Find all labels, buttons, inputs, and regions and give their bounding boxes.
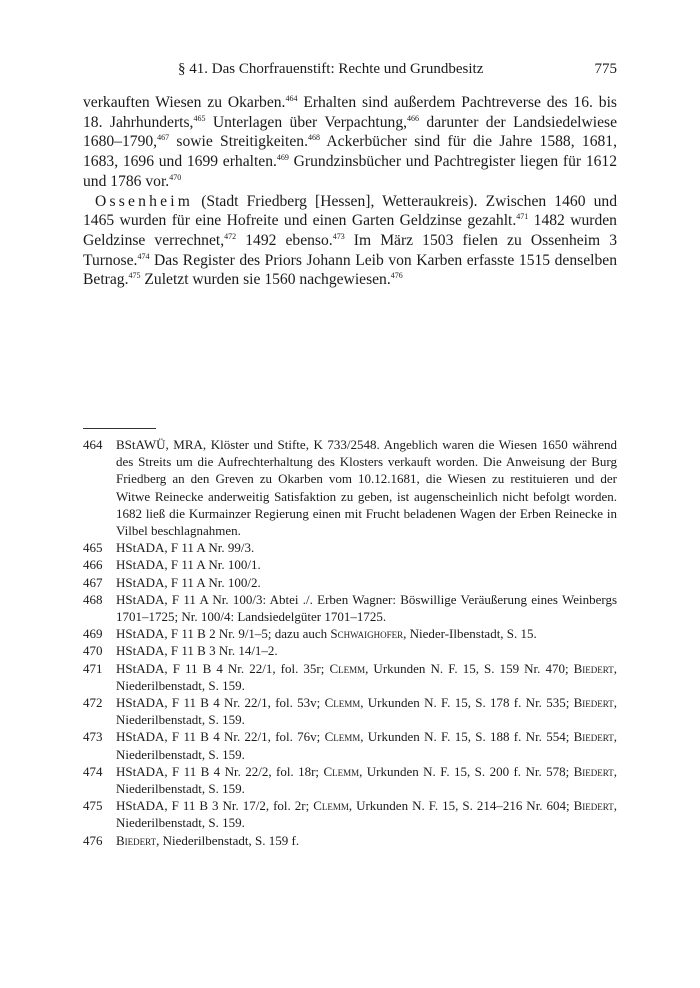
footnote-text: , Niederilbenstadt, S. 159. <box>116 695 617 728</box>
author-name: Biedert <box>573 695 614 711</box>
text-segment: Zuletzt wurden sie 1560 nachgewiesen. <box>140 271 391 289</box>
footnote-ref: 475 <box>128 271 141 281</box>
footnote-text: HStADA, F 11 B 3 Nr. 17/2, fol. 2r; <box>116 798 314 814</box>
author-name: Schwaighofer <box>330 626 404 642</box>
author-name: Clemm <box>323 763 360 779</box>
footnote-ref: 468 <box>307 133 320 143</box>
footnote-number: 467 <box>83 574 103 590</box>
footnote-text: HStADA, F 11 A Nr. 99/3. <box>116 540 255 556</box>
author-name: Clemm <box>324 729 361 745</box>
footnote-text: , Niederilbenstadt, S. 159. <box>116 763 617 797</box>
footnote-text: , Nieder-Ilbenstadt, S. 15. <box>403 626 537 642</box>
footnote-number: 468 <box>83 591 103 607</box>
author-name: Clemm <box>313 798 349 814</box>
author-name: Biedert <box>573 660 614 676</box>
footnote-475 <box>83 797 617 831</box>
footnote-ref: 467 <box>157 133 170 143</box>
footnote-text: HStADA, F 11 A Nr. 100/2. <box>116 574 261 590</box>
footnote-text: HStADA, F 11 A Nr. 100/3: Abtei ./. Erben Wagner: Böswillige Veräußerung eines Weinbergs 1701–1725; Nr. 100/4: Landsiedelgüter 1701–1725. <box>116 591 617 625</box>
footnote-ref: 476 <box>390 271 403 281</box>
footnote-text: , Urkunden N. F. 15, S. 214–216 Nr. 604; <box>348 798 574 814</box>
footnote-text: BStAWÜ, MRA, Klöster und Stifte, K 733/2548. Angeblich waren die Wiesen 1650 während des Streits um die Aufrechterhaltung des Klosters verkauft worden. Die Anweisung der Burg Friedberg an den Greven zu Okarben vom 10.12.1681, die Wiesen zu restituieren und der Witwe Reinecke anderweitig Satisfaktion zu geben, ist augenscheinlich nicht befolgt worden. 1682 ließ die Kurmainzer Regierung einen mit Frucht beladenen Wagen der Erben Reinecke in Vilbel beschlagnahmen. <box>116 437 617 539</box>
footnote-number: 476 <box>83 832 103 848</box>
footnote-470 <box>83 642 617 659</box>
text-segment: darunter der Landsiedelwiese 1680–1790, <box>83 113 617 151</box>
footnote-number: 469 <box>83 626 103 642</box>
footnote-476 <box>83 832 617 849</box>
footnote-466 <box>83 556 617 573</box>
footnote-text: , Urkunden N. F. 15, S. 188 f. Nr. 554; <box>360 729 574 745</box>
text-segment: Ackerbücher sind für die Jahre 1588, 1681, 1683, 1696 und 1699 erhalten. <box>83 133 617 171</box>
text-segment: verkauften Wiesen zu Okarben. <box>83 94 286 111</box>
footnote-number: 472 <box>83 695 103 711</box>
author-name: Biedert <box>573 763 614 779</box>
text-segment: Erhalten sind außerdem Pachtreverse des 16. bis 18. Jahrhunderts, <box>83 94 617 131</box>
footnote-number: 466 <box>83 557 103 573</box>
footnote-text: , Niederilbenstadt, S. 159. <box>116 660 618 693</box>
author-name: Biedert <box>573 729 614 745</box>
footnote-text: , Niederilbenstadt, S. 159. <box>116 798 618 831</box>
footnote-ref: 464 <box>285 94 298 103</box>
page-number: 775 <box>594 61 617 77</box>
footnote-separator <box>83 428 156 429</box>
text-segment: Im März 1503 fielen zu Ossenheim 3 Turnose. <box>83 231 618 269</box>
footnote-ref: 471 <box>516 212 529 222</box>
footnote-ref: 472 <box>224 231 237 241</box>
paragraph-okarben <box>83 93 617 192</box>
author-name: Clemm <box>329 660 366 676</box>
footnote-text: , Urkunden N. F. 15, S. 200 f. Nr. 578; <box>359 763 574 779</box>
footnote-text: , Niederilbenstadt, S. 159 f. <box>156 832 300 848</box>
footnote-468 <box>83 591 617 625</box>
footnote-text: , Urkunden N. F. 15, S. 159 Nr. 470; <box>365 660 574 676</box>
main-text <box>83 93 617 290</box>
footnote-number: 475 <box>83 798 103 814</box>
place-name: Ossenheim <box>95 192 194 210</box>
author-name: Biedert <box>116 832 157 848</box>
text-segment: Das Register des Priors Johann Leib von Karben erfasste 1515 denselben Betrag. <box>83 251 617 289</box>
footnote-465 <box>83 539 617 556</box>
footnote-text: HStADA, F 11 B 2 Nr. 9/1–5; dazu auch <box>116 626 331 642</box>
footnote-number: 471 <box>83 660 103 676</box>
footnote-text: , Urkunden N. F. 15, S. 178 f. Nr. 535; <box>360 695 574 711</box>
footnote-ref: 465 <box>193 113 206 123</box>
text-segment: sowie Streitigkeiten. <box>169 133 308 151</box>
footnote-ref: 470 <box>169 172 182 182</box>
footnote-number: 473 <box>83 729 103 745</box>
footnote-number: 464 <box>83 437 103 452</box>
footnote-ref: 474 <box>137 251 150 261</box>
footnote-467 <box>83 574 617 591</box>
text-segment: (Stadt Friedberg [Hessen], Wetteraukreis). Zwischen 1460 und 1465 wurden für eine Hofreite und einen Garten Geldzinse gezahlt. <box>83 192 617 230</box>
footnote-number: 465 <box>83 540 103 556</box>
footnote-472 <box>83 694 617 728</box>
text-segment: Grundzinsbücher und Pachtregister liegen für 1612 und 1786 vor. <box>83 153 618 190</box>
footnote-number: 474 <box>83 763 103 779</box>
footnote-text: , Niederilbenstadt, S. 159. <box>116 729 617 762</box>
running-title: § 41. Das Chorfrauenstift: Rechte und Grundbesitz <box>178 61 484 77</box>
footnote-ref: 469 <box>276 153 289 163</box>
footnotes <box>83 436 617 849</box>
footnote-text: HStADA, F 11 B 4 Nr. 22/1, fol. 53v; <box>116 695 325 711</box>
text-segment: Unterlagen über Verpachtung, <box>205 113 408 131</box>
footnote-464 <box>83 436 617 539</box>
footnote-text: HStADA, F 11 B 4 Nr. 22/2, fol. 18r; <box>116 763 324 779</box>
footnote-471 <box>83 660 617 694</box>
footnote-text: HStADA, F 11 B 3 Nr. 14/1–2. <box>116 643 278 659</box>
footnote-474 <box>83 763 617 797</box>
footnote-469 <box>83 625 617 642</box>
footnote-number: 470 <box>83 643 103 659</box>
footnote-ref: 466 <box>407 113 420 123</box>
text-segment: 1492 ebenso. <box>236 231 333 249</box>
author-name: Clemm <box>324 695 361 711</box>
footnote-text: HStADA, F 11 A Nr. 100/1. <box>116 557 261 573</box>
paragraph-ossenheim <box>83 192 617 291</box>
footnote-text: HStADA, F 11 B 4 Nr. 22/1, fol. 76v; <box>116 729 325 745</box>
footnote-ref: 473 <box>332 231 345 241</box>
text-segment: 1482 wurden Geldzinse verrechnet, <box>83 212 617 249</box>
author-name: Biedert <box>573 798 614 814</box>
running-header <box>83 61 617 83</box>
footnote-473 <box>83 728 617 762</box>
footnote-text: HStADA, F 11 B 4 Nr. 22/1, fol. 35r; <box>116 660 330 676</box>
